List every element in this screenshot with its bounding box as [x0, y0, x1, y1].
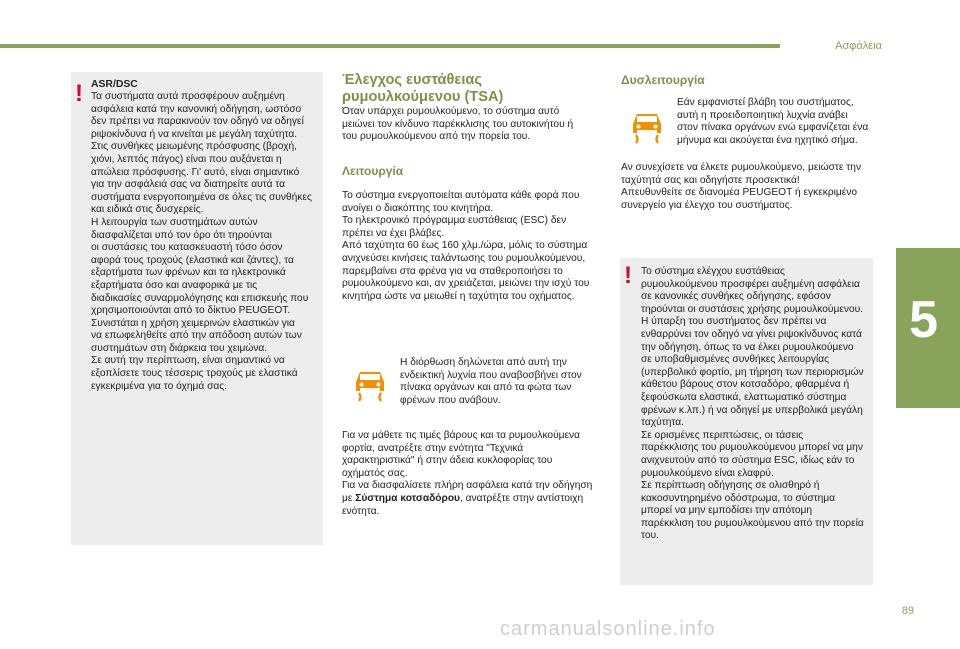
warning-tsa-body: Το σύστημα ελέγχου ευστάθειας ρυμουλκούμενου προσφέρει αυξημένη ασφάλεια σε κανονικές συνθήκες οδήγησης, εφόσον τηρούνται οι συστάσεις χρήσης ρυμουλκούμενου. Η ύπαρξη του συστήματος δεν πρέπει να ενθαρρύνει τον οδηγό να γίνει ριψοκίνδυνος κατά την οδήγηση, όπως το να έλκει ρυμουλκούμενο σε υποβαθμισμένες συνθήκες λειτουργίας (υπερβολικό φορτίο, μη τήρηση των περιορισμών κάθετου βάρους στον κοτσαδόρο, φθαρμένα ή ξεφούσκωτα ελαστικά, ελαττωματικό σύστημα φρένων κ.λπ.) ή να οδηγεί με υπερβολικά μεγάλη ταχύτητα. Σε ορισμένες περιπτώσεις, οι τάσεις παρέκκλισης του ρυμουλκούμενου μπορεί να μην ανιχνευτούν από το σύστημα ESC, ιδίως εάν το ρυμουλκούμενο είναι ελαφρύ. Σε περίπτωση οδήγησης σε ολισθηρό ή κακοσυντηρημένο οδόστρωμα, το σύστημα μπορεί να μην εμποδίσει την απότομη παρέκκλιση του ρυμουλκούμενου από την πορεία του.	[641, 266, 864, 542]
malfunction-advice: Αν συνεχίσετε να έλκετε ρυμουλκούμενο, μειώστε την ταχύτητά σας και οδηγήστε προσεκτικά! Απευθυνθείτε σε διανομέα PEUGEOT ή εγκεκριμένο συνεργείο για έλεγχο του συστήματος.	[621, 162, 862, 211]
warning-icon: !	[624, 262, 632, 289]
indicator-text: Η διόρθωση δηλώνεται από αυτή την ενδεικτική λυχνία που αναβοσβήνει στον πίνακα οργάνων και από τα φώτα των φρένων που ανάβουν.	[400, 357, 582, 406]
towing-text-2: , ανατρέξτε στην αντίστοιχη ενότητα.	[342, 492, 584, 517]
tsa-intro: Όταν υπάρχει ρυμουλκούμενο, το σύστημα αυτό μειώνει τον κίνδυνο παρέκκλισης του αυτοκινήτου ή του ρυμουλκούμενου από την πορεία του.	[342, 106, 574, 143]
section-title: Ασφάλεια	[835, 40, 882, 52]
malfunction-icon-text: Εάν εμφανιστεί βλάβη του συστήματος, αυτή η προειδοποιητική λυχνία ανάβει στον πίνακα οργάνων ενώ εμφανίζεται ένα μήνυμα και ακούγεται ένα ηχητικό σήμα.	[677, 97, 869, 146]
warning-icon: !	[75, 80, 83, 107]
page-title: Έλεγχος ευστάθειας ρυμουλκούμενου (TSA)	[342, 72, 504, 105]
trailer-system-fault-icon	[626, 104, 668, 146]
towing-info	[342, 430, 607, 518]
towbar-link-text: Σύστημα κοτσαδόρου	[355, 492, 460, 504]
operation-heading: Λειτουργία	[342, 164, 404, 178]
chapter-number: 5	[909, 291, 938, 349]
warning-body: Τα συστήματα αυτά προσφέρουν αυξημένη ασφάλεια κατά την κανονική οδήγηση, ωστόσο δεν πρέπει να παρακινούν τον οδηγό να οδηγεί ριψοκίνδυνα ή να κινείται με μεγάλη ταχύτητα. Στις συνθήκες μειωμένης πρόσφυσης (βροχή, χιόνι, λεπτός πάγος) είναι που αυξάνεται η απώλεια πρόσφυσης. Γι' αυτό, είναι σημαντικό για την ασφάλειά σας να διατηρείτε αυτά τα συστήματα ενεργοποιημένα σε όλες τις συνθήκες και ειδικά στις δυσχερείς. Η λειτουργία των συστημάτων αυτών διασφαλίζεται υπό τον όρο ότι τηρούνται οι συστάσεις του κατασκευαστή τόσο όσον αφορά τους τροχούς (ελαστικά και ζάντες), τα εξαρτήματα των φρένων και τα ηλεκτρονικά εξαρτήματα όσο και αναφορικά με τις διαδικασίες συναρμολόγησης και επισκευής που χρησιμοποιούνται από το δίκτυο PEUGEOT. Συνιστάται η χρήση χειμερινών ελαστικών για να επωφεληθείτε από την απόδοση αυτών των συστημάτων στη διάρκεια του χειμώνα. Σε αυτή την περίπτωση, είναι σημαντικό να εξοπλίσετε τους τέσσερις τροχούς με ελαστικά εγκεκριμένα για το όχημά σας.	[91, 91, 312, 392]
header-rule	[0, 44, 780, 48]
page-number: 89	[901, 605, 914, 617]
operation-body: Το σύστημα ενεργοποιείται αυτόματα κάθε φορά που ανοίγει ο διακόπτης του κινητήρα. Το ηλεκτρονικό πρόγραμμα ευστάθειας (ESC) δεν πρέπει να έχει βλάβες. Από ταχύτητα 60 έως 160 χλμ./ώρα, μόλις το σύστημα ανιχνεύσει κινήσεις ταλάντωσης του ρυμουλκούμενου, παρεμβαίνει στα φρένα για να σταθεροποιήσει το ρυμουλκούμενο και, αν χρειάζεται, μειώνει την ισχύ του κινητήρα ώστε να μειωθεί η ταχύτητα του οχήματος.	[342, 190, 590, 302]
trailer-stability-warning-icon	[349, 362, 391, 404]
towing-text-1: Για να μάθετε τις τιμές βάρους και τα ρυμουλκούμενα φορτία, ανατρέξτε στην ενότητα "Τεχνικά χαρακτηριστικά" ή στην άδεια κυκλοφορίας του οχήματός σας. Για να διασφαλίσετε πλήρη ασφάλεια κατά την οδήγηση με	[342, 430, 593, 504]
malfunction-heading: Δυσλειτουργία	[621, 73, 705, 87]
watermark: carmanualsonline.info	[500, 618, 716, 640]
warning-heading: ASR/DSC	[91, 79, 138, 90]
